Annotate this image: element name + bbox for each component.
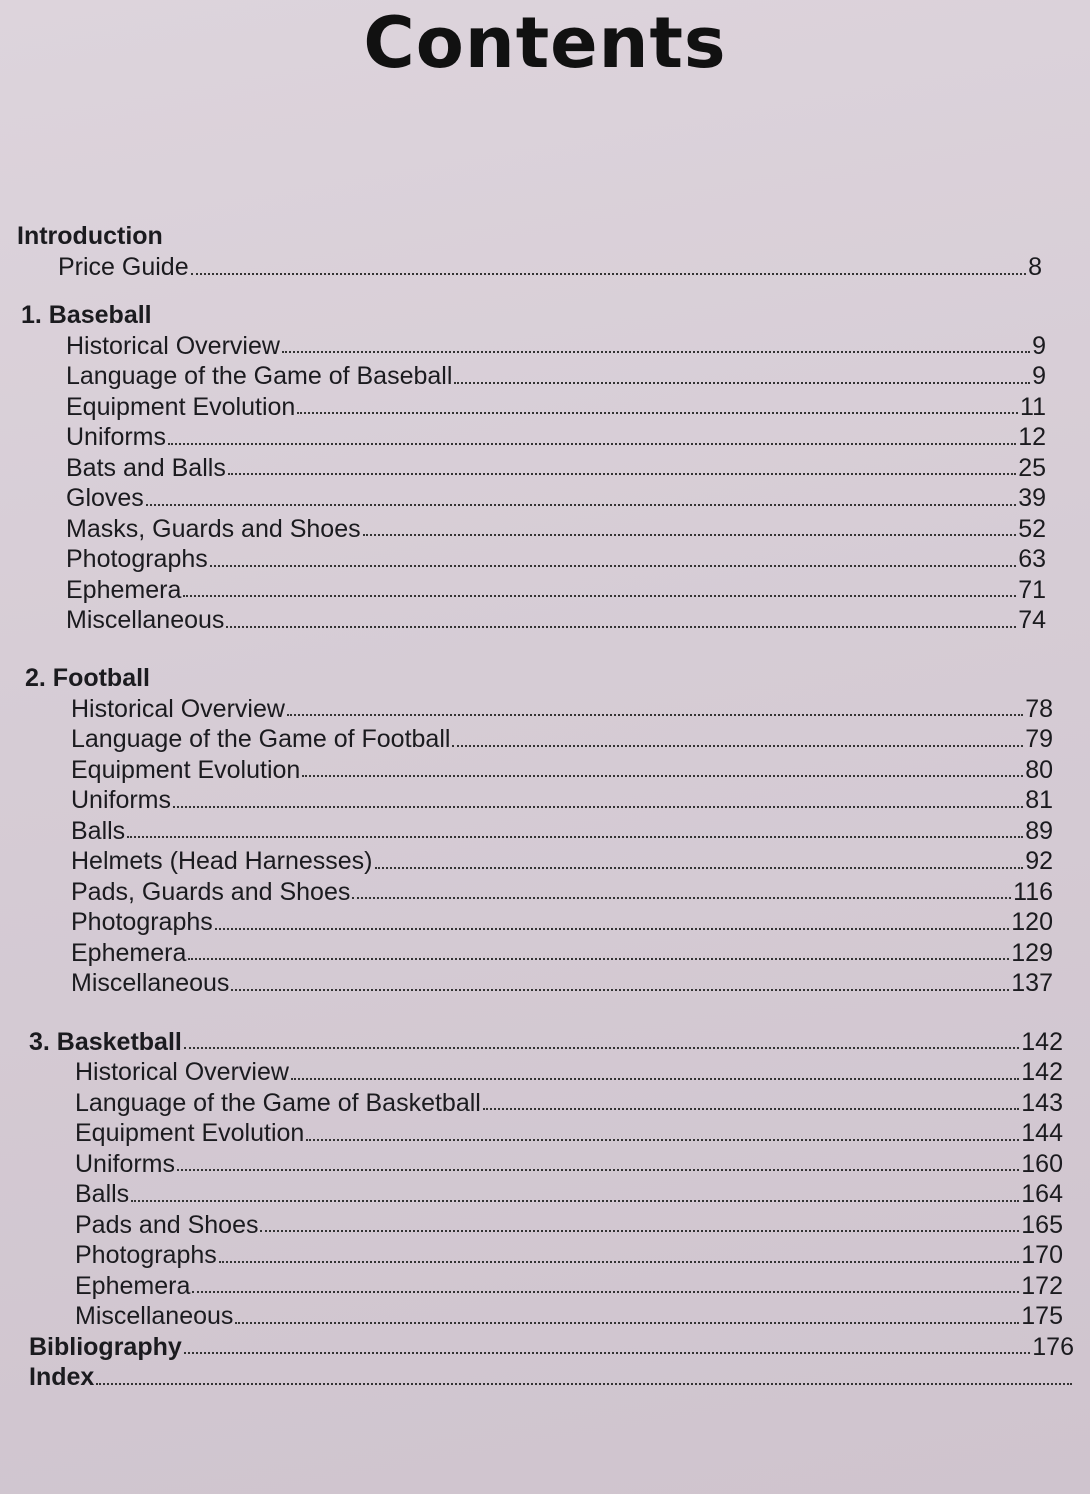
section-basketball <box>29 1027 1063 1332</box>
toc-entry[interactable] <box>66 422 1046 453</box>
entry-label: Miscellaneous <box>75 1302 234 1330</box>
toc-entry[interactable] <box>66 514 1046 545</box>
entry-page: 142 <box>1021 1058 1063 1086</box>
toc-entry[interactable] <box>66 331 1046 362</box>
toc-entry[interactable] <box>75 1118 1063 1149</box>
entry-page: 78 <box>1025 694 1053 723</box>
toc-entry[interactable] <box>66 361 1046 392</box>
toc-entry[interactable] <box>71 694 1053 725</box>
leader-dots <box>219 1261 1020 1263</box>
section-introduction <box>17 220 1042 283</box>
leader-dots <box>454 382 1030 384</box>
leader-dots <box>184 1352 1030 1354</box>
toc-entry[interactable] <box>71 816 1053 847</box>
entry-label: Historical Overview <box>66 331 280 360</box>
entry-label: Language of the Game of Baseball <box>66 362 453 390</box>
entry-page: 74 <box>1018 606 1046 634</box>
entry-label: Language of the Game of Basketball <box>75 1088 481 1117</box>
entry-label: Balls <box>71 816 126 845</box>
entry-label: Uniforms <box>75 1149 176 1178</box>
entry-label: Equipment Evolution <box>71 755 301 784</box>
toc-entry[interactable] <box>71 724 1053 755</box>
entry-label: Photographs <box>66 545 208 573</box>
entry-label: Price Guide <box>58 253 189 281</box>
entry-page: 79 <box>1025 725 1053 753</box>
entry-label: Ephemera <box>75 1271 191 1300</box>
toc-entry[interactable] <box>71 877 1053 908</box>
entry-label: Uniforms <box>71 786 172 814</box>
entry-label: Ephemera <box>71 938 187 967</box>
section-football <box>25 662 1053 999</box>
entry-page: 52 <box>1018 514 1046 543</box>
entry-page: 80 <box>1025 755 1053 784</box>
entry-page: 143 <box>1021 1088 1063 1117</box>
entry-label: Bats and Balls <box>66 453 226 482</box>
page-title: Contents <box>363 2 727 84</box>
toc-entry[interactable] <box>71 907 1053 938</box>
toc-entry[interactable] <box>75 1088 1063 1119</box>
entry-label: Historical Overview <box>75 1058 289 1086</box>
entry-page: 142 <box>1021 1027 1063 1056</box>
leader-dots <box>184 1047 1019 1049</box>
leader-dots <box>291 1078 1019 1080</box>
leader-dots <box>297 412 1018 414</box>
entry-label: Pads, Guards and Shoes <box>71 877 351 906</box>
leader-dots <box>191 273 1026 275</box>
toc-entry[interactable] <box>66 605 1046 636</box>
entry-page: 175 <box>1021 1302 1063 1330</box>
entry-page: 120 <box>1011 908 1053 936</box>
entry-label: Uniforms <box>66 423 167 451</box>
entry-label: Equipment Evolution <box>66 392 296 421</box>
entry-label: Miscellaneous <box>66 606 225 634</box>
entry-page: 92 <box>1025 847 1053 875</box>
entry-label: Photographs <box>71 908 213 936</box>
leader-dots <box>302 775 1023 777</box>
entry-page: 63 <box>1018 545 1046 573</box>
section-heading: 2. Football <box>25 663 150 692</box>
entry-label: Helmets (Head Harnesses) <box>71 847 373 875</box>
entry-page: 160 <box>1021 1149 1063 1178</box>
toc-entry[interactable] <box>75 1271 1063 1302</box>
entry-page: 137 <box>1011 969 1053 997</box>
entry-label: Historical Overview <box>71 694 285 723</box>
entry-page: 144 <box>1021 1119 1063 1147</box>
toc-entry[interactable] <box>71 785 1053 816</box>
leader-dots <box>226 626 1016 628</box>
entry-label: Balls <box>75 1180 130 1208</box>
leader-dots <box>452 745 1023 747</box>
entry-page: 129 <box>1011 938 1053 967</box>
entry-label: Equipment Evolution <box>75 1119 305 1147</box>
toc-entry[interactable] <box>66 575 1046 606</box>
leader-dots <box>210 565 1016 567</box>
toc-entry[interactable] <box>75 1210 1063 1241</box>
leader-dots <box>177 1169 1019 1171</box>
section-heading: Introduction <box>17 222 163 250</box>
entry-page: 81 <box>1025 786 1053 814</box>
entry-page: 176 <box>1032 1332 1074 1361</box>
section-heading: 1. Baseball <box>21 300 152 329</box>
toc-entry[interactable] <box>66 483 1046 514</box>
entry-page: 25 <box>1018 453 1046 482</box>
entry-page: 164 <box>1021 1180 1063 1208</box>
leader-dots <box>96 1383 1072 1385</box>
entry-label: Miscellaneous <box>71 969 230 997</box>
leader-dots <box>146 504 1016 506</box>
entry-page: 11 <box>1020 392 1046 421</box>
leader-dots <box>287 714 1023 716</box>
toc-entry[interactable] <box>71 968 1053 999</box>
entry-page: 116 <box>1013 877 1053 906</box>
toc-entry[interactable] <box>75 1149 1063 1180</box>
toc-entry[interactable] <box>75 1179 1063 1210</box>
leader-dots <box>235 1322 1019 1324</box>
entry-label: Language of the Game of Football <box>71 725 451 753</box>
toc-entry[interactable] <box>75 1057 1063 1088</box>
toc-entry[interactable] <box>29 1332 1074 1363</box>
entry-page: 89 <box>1025 816 1053 845</box>
entry-page: 8 <box>1028 253 1042 281</box>
entry-page: 172 <box>1021 1271 1063 1300</box>
toc-entry[interactable] <box>71 846 1053 877</box>
leader-dots <box>231 989 1009 991</box>
toc-entry[interactable] <box>75 1301 1063 1332</box>
entry-label: Masks, Guards and Shoes <box>66 514 361 543</box>
entry-page: 12 <box>1018 423 1046 451</box>
entry-label: Ephemera <box>66 575 182 604</box>
toc-entry[interactable] <box>29 1362 1074 1393</box>
entry-page: 39 <box>1018 484 1046 512</box>
leader-dots <box>131 1200 1019 1202</box>
leader-dots <box>352 897 1011 899</box>
entry-label: Bibliography <box>29 1332 182 1361</box>
leader-dots <box>306 1139 1019 1141</box>
entry-label: Gloves <box>66 484 144 512</box>
leader-dots <box>173 806 1023 808</box>
leader-dots <box>483 1108 1019 1110</box>
entry-page: 71 <box>1018 575 1046 604</box>
section-heading: 3. Basketball <box>29 1027 182 1056</box>
table-of-contents <box>0 220 1090 1393</box>
entry-page: 165 <box>1021 1210 1063 1239</box>
leader-dots <box>188 958 1009 960</box>
leader-dots <box>192 1291 1019 1293</box>
entry-page: 9 <box>1032 331 1046 360</box>
entry-page: 9 <box>1032 362 1046 390</box>
toc-entry[interactable] <box>58 252 1042 283</box>
toc-entry[interactable] <box>75 1240 1063 1271</box>
toc-entry[interactable] <box>66 544 1046 575</box>
toc-entry[interactable] <box>29 1027 1063 1058</box>
leader-dots <box>127 836 1023 838</box>
section-back-matter <box>29 1332 1074 1393</box>
leader-dots <box>168 443 1016 445</box>
leader-dots <box>260 1230 1019 1232</box>
toc-entry[interactable] <box>71 938 1053 969</box>
entry-label: Pads and Shoes <box>75 1210 259 1239</box>
section-baseball <box>21 299 1046 636</box>
entry-page: 170 <box>1021 1241 1063 1269</box>
toc-entry[interactable] <box>71 755 1053 786</box>
leader-dots <box>375 867 1024 869</box>
toc-entry[interactable] <box>66 392 1046 423</box>
leader-dots <box>183 595 1016 597</box>
leader-dots <box>282 351 1030 353</box>
entry-label: Photographs <box>75 1241 217 1269</box>
leader-dots <box>228 473 1016 475</box>
leader-dots <box>363 534 1017 536</box>
entry-label: Index <box>29 1363 95 1391</box>
leader-dots <box>215 928 1010 930</box>
toc-entry[interactable] <box>66 453 1046 484</box>
